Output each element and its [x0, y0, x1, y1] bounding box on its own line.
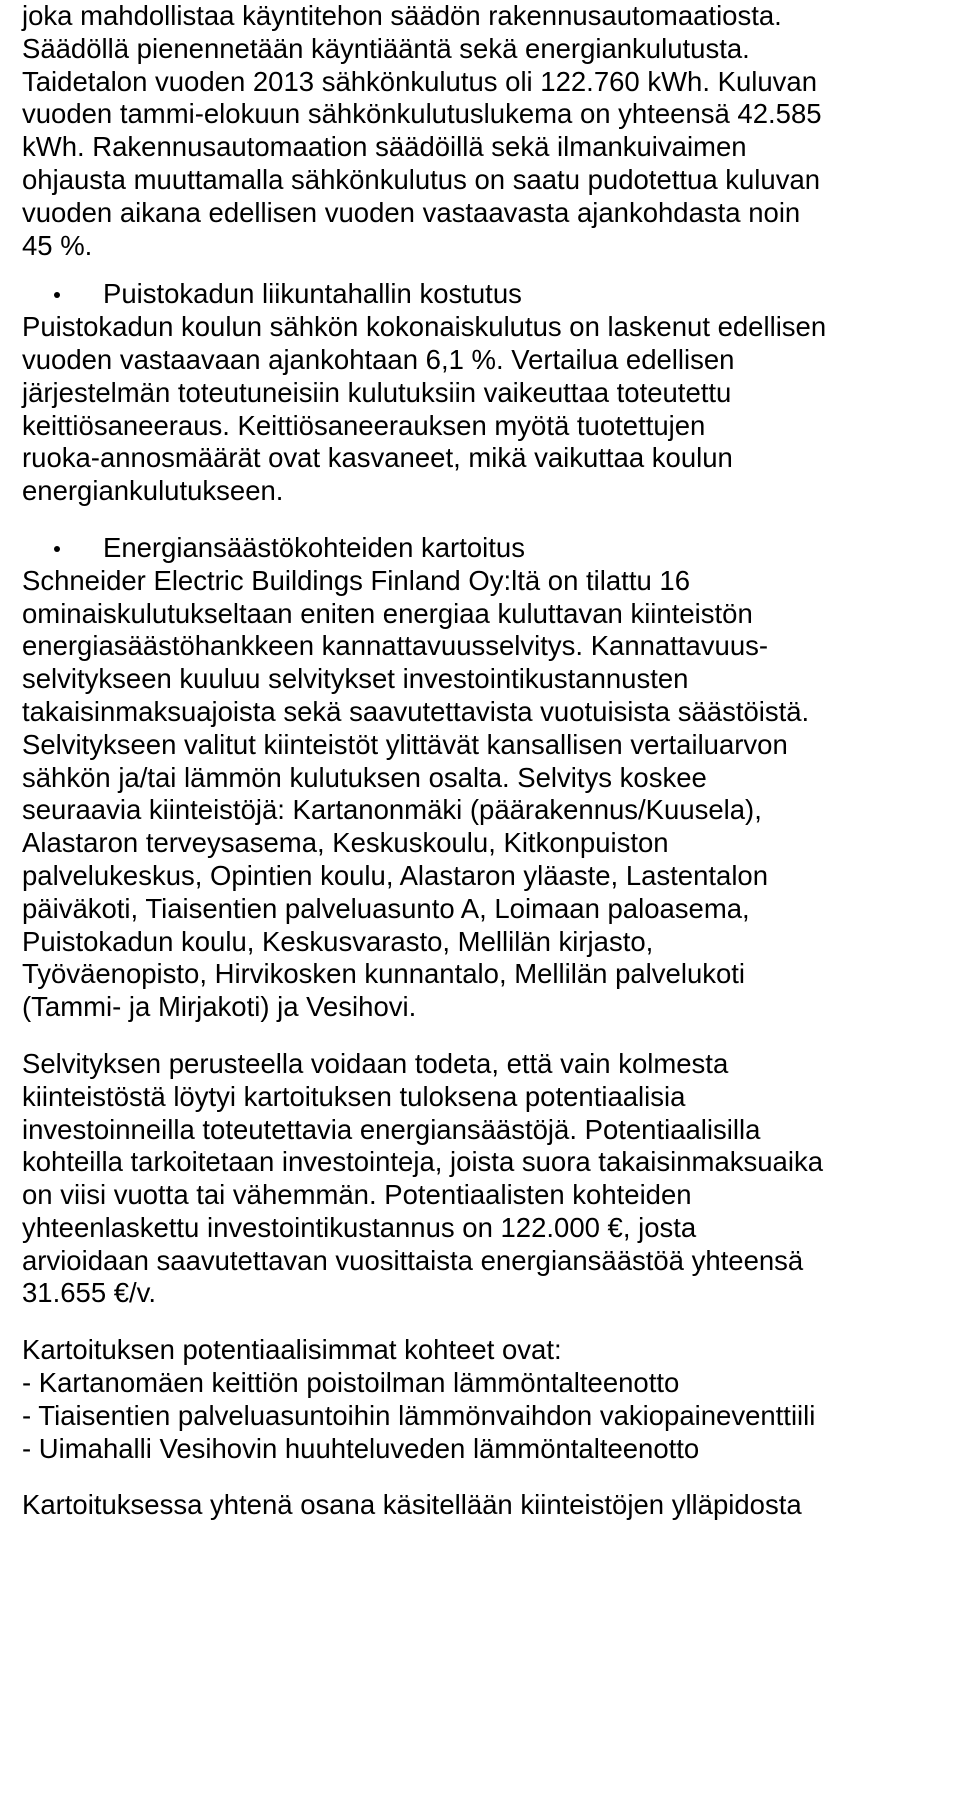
text-line: selvitykseen kuuluu selvitykset investointikustannusten — [22, 663, 689, 695]
text-line: palvelukeskus, Opintien koulu, Alastaron yläaste, Lastentalon — [22, 859, 769, 891]
text-line: järjestelmän toteutuneisiin kulutuksiin vaikeuttaa toteutettu — [22, 376, 732, 408]
text-line: vuoden tammi-elokuun sähkönkulutuslukema on yhteensä 42.585 — [22, 98, 822, 130]
text-line: seuraavia kiinteistöjä: Kartanonmäki (päärakennus/Kuusela), — [22, 794, 762, 826]
text-line: Schneider Electric Buildings Finland Oy:ltä on tilattu 16 — [22, 564, 690, 596]
text-line: Alastaron terveysasema, Keskuskoulu, Kitkonpuiston — [22, 827, 669, 859]
section-liikuntahalli — [22, 278, 942, 508]
section-heading — [22, 532, 942, 565]
text-line: Puistokadun koulu, Keskusvarasto, Mellilän kirjasto, — [22, 925, 654, 957]
text-line: yhteenlaskettu investointikustannus on 122.000 €, josta — [22, 1211, 697, 1243]
text-line: 45 %. — [22, 229, 93, 261]
text-line: ohjausta muuttamalla sähkönkulutus on saatu pudotettua kuluvan — [22, 163, 821, 195]
bullet-icon — [54, 292, 60, 298]
text-line: keittiösaneeraus. Keittiösaneerauksen myötä tuotettujen — [22, 409, 706, 441]
text-line: investoinneilla toteutettavia energiansäästöjä. Potentiaalisilla — [22, 1113, 761, 1145]
text-line: vuoden aikana edellisen vuoden vastaavasta ajankohdasta noin — [22, 196, 801, 228]
text-line: Työväenopisto, Hirvikosken kunnantalo, Mellilän palvelukoti — [22, 958, 746, 990]
list-item: - Tiaisentien palveluasuntoihin lämmönvaihdon vakiopaineventtiili — [22, 1399, 816, 1431]
text-line: energiasäästöhankkeen kannattavuusselvitys. Kannattavuus- — [22, 630, 769, 662]
results-paragraph — [22, 1048, 942, 1310]
text-line: kWh. Rakennusautomaation säädöillä sekä ilmankuivaimen — [22, 131, 747, 163]
text-line: Kartoituksen potentiaalisimmat kohteet ovat: — [22, 1334, 562, 1366]
intro-paragraph — [22, 0, 942, 262]
text-line: Taidetalon vuoden 2013 sähkönkulutus oli 122.760 kWh. Kuluvan — [22, 65, 818, 97]
list-item: - Uimahalli Vesihovin huuhteluveden lämmöntalteenotto — [22, 1432, 700, 1464]
text-line: arvioidaan saavutettavan vuosittaista energiansäästöä yhteensä — [22, 1244, 804, 1276]
text-line: takaisinmaksuajoista sekä saavutettavista vuotuisista säästöistä. — [22, 695, 810, 727]
text-line: vuoden vastaavaan ajankohtaan 6,1 %. Vertailua edellisen — [22, 343, 735, 375]
text-line: Säädöllä pienennetään käyntiääntä sekä energiankulutusta. — [22, 32, 750, 64]
document-page — [22, 0, 942, 1522]
targets-paragraph — [22, 1334, 942, 1465]
text-line: Puistokadun koulun sähkön kokonaiskulutus on laskenut edellisen — [22, 311, 827, 343]
text-line: ruoka-annosmäärät ovat kasvaneet, mikä vaikuttaa koulun — [22, 442, 733, 474]
text-line: energiankulutukseen. — [22, 475, 284, 507]
text-line: kohteilla tarkoitetaan investointeja, joista suora takaisinmaksuaika — [22, 1146, 823, 1178]
last-paragraph — [22, 1489, 942, 1522]
section-heading-text: Puistokadun liikuntahallin kostutus — [103, 278, 522, 310]
text-line: Kartoituksessa yhtenä osana käsitellään kiinteistöjen ylläpidosta — [22, 1489, 802, 1521]
text-line: Selvityksen perusteella voidaan todeta, että vain kolmesta — [22, 1047, 729, 1079]
text-line: 31.655 €/v. — [22, 1277, 157, 1309]
bullet-icon — [54, 546, 60, 552]
text-line: (Tammi- ja Mirjakoti) ja Vesihovi. — [22, 991, 417, 1023]
text-line: joka mahdollistaa käyntitehon säädön rakennusautomaatiosta. — [22, 0, 782, 31]
text-line: sähkön ja/tai lämmön kulutuksen osalta. Selvitys koskee — [22, 761, 707, 793]
list-item: - Kartanomäen keittiön poistoilman lämmöntalteenotto — [22, 1367, 680, 1399]
text-line: päiväkoti, Tiaisentien palveluasunto A, Loimaan paloasema, — [22, 892, 750, 924]
text-line: on viisi vuotta tai vähemmän. Potentiaalisten kohteiden — [22, 1179, 692, 1211]
text-line: Selvitykseen valitut kiinteistöt ylittävät kansallisen vertailuarvon — [22, 728, 788, 760]
section-kartoitus — [22, 532, 942, 1024]
text-line: kiinteistöstä löytyi kartoituksen tuloksena potentiaalisia — [22, 1080, 686, 1112]
section-heading-text: Energiansäästökohteiden kartoitus — [103, 531, 525, 563]
section-heading — [22, 278, 942, 311]
text-line: ominaiskulutukseltaan eniten energiaa kuluttavan kiinteistön — [22, 597, 753, 629]
